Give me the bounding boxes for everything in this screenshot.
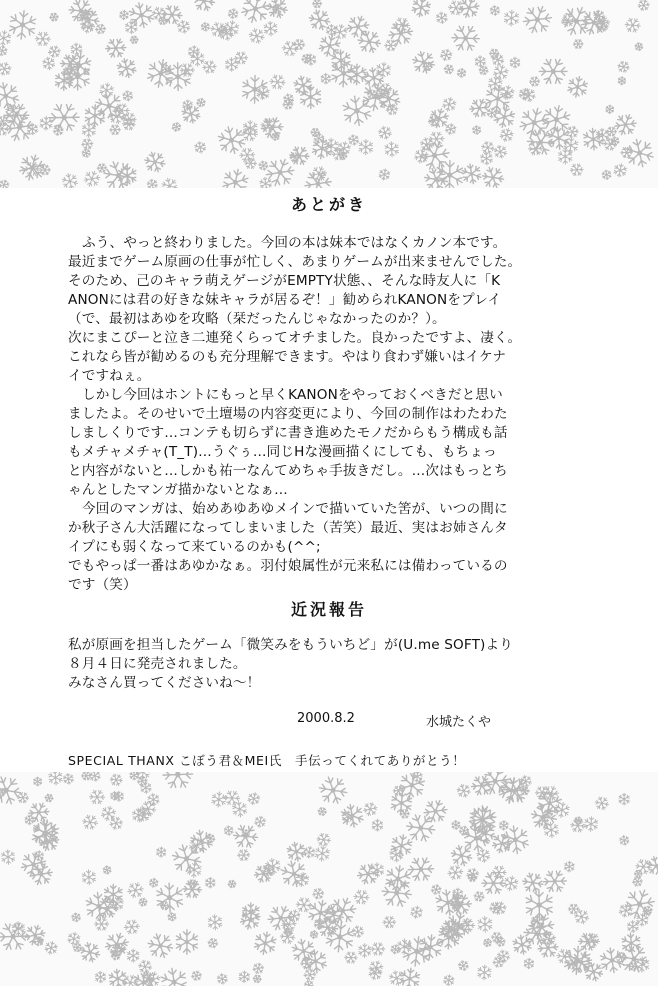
- snowflake-icon: [358, 944, 372, 958]
- snowflake-icon: [305, 5, 334, 34]
- snowflake-icon: [417, 934, 444, 961]
- snowflake-icon: [92, 914, 111, 933]
- news-title: 近況報告: [290, 600, 367, 619]
- snowflake-icon: [446, 863, 466, 883]
- snowflake-icon: [309, 930, 318, 939]
- snowflake-icon: [491, 63, 510, 82]
- snowflake-icon: [232, 49, 250, 67]
- snowflake-icon: [605, 105, 614, 114]
- snowflake-icon: [592, 794, 611, 813]
- snowflake-icon: [125, 880, 145, 900]
- snowflake-icon: [386, 967, 408, 986]
- snowflake-icon: [528, 75, 542, 89]
- snowflake-icon: [336, 800, 368, 832]
- snowflake-icon: [80, 772, 93, 782]
- news-body: [68, 636, 598, 693]
- snowflake-icon: [251, 962, 265, 976]
- snowflake-icon: [100, 881, 127, 909]
- snowflake-icon: [150, 878, 190, 918]
- snowflake-icon: [612, 163, 628, 179]
- snowflake-icon: [583, 816, 599, 832]
- snowflake-icon: [251, 973, 263, 985]
- snowflake-icon: [434, 10, 450, 26]
- snowflake-icon: [311, 886, 326, 901]
- snowflake-icon: [138, 780, 154, 796]
- snowflake-icon: [404, 852, 438, 886]
- snowflake-icon: [124, 947, 142, 965]
- snowflake-icon: [235, 847, 251, 863]
- snowflake-icon: [447, 19, 485, 57]
- snowflake-icon: [375, 62, 392, 79]
- snowflake-icon: [491, 142, 510, 161]
- snowflake-icon: [371, 819, 383, 831]
- snowflake-icon: [70, 911, 83, 924]
- snowflake-icon: [458, 160, 486, 188]
- snowflake-icon: [615, 59, 631, 75]
- snowflake-icon: [621, 885, 658, 923]
- snowflake-icon: [178, 60, 197, 79]
- snowflake-icon: [240, 117, 261, 138]
- snowflake-icon: [498, 772, 535, 809]
- snowflake-icon: [242, 155, 258, 171]
- text-line: 最近までゲーム原画の仕事が忙しく、あまりゲームが出来ませんでした。: [68, 254, 522, 270]
- snowflake-icon: [32, 28, 53, 49]
- snowflake-icon: [498, 127, 515, 144]
- snowflake-icon: [553, 801, 571, 819]
- snowflake-icon: [155, 963, 194, 986]
- text-line: 次にまこぴーと泣き二連発くらってオチました。良かったですよ、凄く。: [68, 330, 522, 346]
- snowflake-icon: [263, 0, 292, 22]
- snowflake-icon: [68, 41, 85, 58]
- snowflake-icon: [633, 41, 645, 53]
- snowflake-icon: [450, 819, 463, 832]
- snowflake-icon: [0, 60, 13, 77]
- snowflake-icon: [441, 96, 458, 113]
- snowflake-icon: [190, 969, 203, 982]
- snowflake-icon: [568, 815, 588, 835]
- snowflake-icon: [145, 177, 160, 188]
- text-line: そのため、己のキャラ萌えゲージがEMPTY状態、、そんな時友人に「K: [68, 273, 501, 289]
- snowflake-icon: [79, 867, 100, 888]
- snowflake-icon: [237, 145, 257, 165]
- snowflake-icon: [456, 958, 470, 972]
- snowflake-icon: [353, 26, 385, 58]
- signature-date: 2000.8.2: [297, 711, 355, 726]
- snowflake-icon: [156, 847, 167, 858]
- text-line: ふう、やっと終わりました。今回の本は妹本ではなくカノン本です。: [82, 235, 507, 251]
- snowflake-icon: [378, 168, 391, 181]
- snowflake-icon: [499, 820, 509, 830]
- snowflake-icon: [509, 931, 536, 958]
- snowflake-icon: [443, 974, 455, 986]
- snowflake-icon: [0, 29, 12, 46]
- snowflake-icon: [241, 75, 269, 103]
- snowflake-icon: [534, 52, 572, 90]
- text-line: でもやっぱ一番はあゆかなぁ。羽付娘属性が元来私には備わっているの: [68, 558, 508, 574]
- snowflake-icon: [488, 3, 502, 17]
- snowflake-icon: [108, 815, 124, 831]
- snowflake-icon: [410, 0, 433, 19]
- snowflake-icon: [573, 816, 583, 826]
- snowflake-icon: [140, 148, 169, 177]
- text-line: ましたよ。そのせいで土壇場の内容変更により、今回の制作はわたわた: [68, 406, 508, 422]
- snowflake-icon: [129, 34, 140, 45]
- text-line: これなら皆が勧めるのも充分理解できます。やはり食わず嫌いはイケナ: [68, 349, 507, 365]
- snowflake-icon: [519, 1, 556, 38]
- snowflake-icon: [206, 936, 220, 950]
- snowflake-icon: [267, 71, 288, 92]
- snowflake-icon: [477, 965, 493, 981]
- snowflake-icon: [342, 949, 359, 966]
- snowflake-icon: [568, 161, 585, 178]
- snowflake-icon: [600, 168, 613, 181]
- snowflake-icon: [564, 861, 576, 872]
- snowflake-icon: [95, 162, 108, 175]
- snowflake-icon: [43, 792, 55, 804]
- text-line: ANONには君の好きな妹キャラが居るぞ！」勧められKANONをプレイ: [68, 292, 502, 308]
- snowflake-icon: [16, 152, 48, 184]
- snowflake-icon: [238, 971, 250, 983]
- snowflake-icon: [31, 775, 43, 787]
- snowflake-icon: [0, 772, 26, 811]
- snowflake-icon: [318, 71, 333, 86]
- text-line: イプにも弱くなって来ているのかも(^^;: [68, 539, 321, 555]
- snowflake-icon: [101, 864, 113, 876]
- snowflake-icon: [456, 0, 482, 21]
- snowflake-icon: [336, 90, 378, 132]
- snowflake-icon: [102, 35, 129, 62]
- snowflake-icon: [82, 169, 103, 188]
- snowflake-icon: [87, 786, 108, 807]
- snowflake-icon: [200, 58, 218, 76]
- snowflake-icon: [617, 902, 634, 919]
- snowflake-icon: [246, 25, 268, 47]
- snowflake-icon: [108, 122, 123, 137]
- snowflake-icon: [286, 142, 313, 169]
- snowflake-icon: [474, 846, 493, 865]
- special-thanks: SPECIAL THANX こぼう君＆MEI氏 手伝ってくれてありがとう！: [68, 753, 466, 768]
- snowflake-icon: [23, 813, 36, 826]
- text-line: 今回のマンガは、始めあゆあゆメインで描いていた筈が、いつの間に: [82, 501, 508, 517]
- snowflake-icon: [313, 772, 352, 810]
- snowflake-icon: [398, 967, 422, 986]
- snowflake-icon: [61, 772, 76, 786]
- text-line: と内容がないと…しかも祐一なんてめちゃ手抜きだし。…次はもっとち: [68, 463, 508, 479]
- snowflake-icon: [93, 969, 109, 985]
- signature-author: 水城たくや: [426, 715, 492, 730]
- snowflake-icon: [158, 175, 180, 188]
- snowflake-icon: [157, 15, 169, 27]
- snowflake-icon: [457, 68, 467, 78]
- snowflake-icon: [575, 929, 601, 955]
- snowflake-icon: [555, 146, 576, 167]
- snowflake-icon: [227, 879, 237, 889]
- text-line: です（笑）: [68, 577, 137, 593]
- text-line: みなさん買ってくださいね～！: [68, 675, 261, 691]
- snowflake-icon: [314, 845, 331, 862]
- snowflake-icon: [478, 150, 496, 168]
- snowflake-icon: [381, 139, 402, 160]
- snowflake-icon: [182, 100, 193, 111]
- snowflake-icon: [238, 0, 272, 26]
- snowflake-icon: [474, 913, 496, 935]
- snowflake-icon: [109, 896, 125, 912]
- snowflake-border-bottom: [0, 772, 658, 986]
- snowflake-icon: [94, 22, 108, 36]
- afterword-title: あとがき: [290, 195, 367, 214]
- snowflake-icon: [635, 913, 649, 927]
- snowflake-icon: [311, 0, 324, 10]
- snowflake-icon: [45, 772, 66, 788]
- snowflake-icon: [566, 902, 581, 917]
- snowflake-icon: [171, 122, 182, 133]
- text-line: しましくりです…コンテも切らずに書き進めたモノだからもう構成も話: [68, 425, 508, 441]
- snowflake-icon: [253, 815, 266, 828]
- snowflake-border-top: [0, 0, 658, 188]
- snowflake-icon: [503, 10, 520, 27]
- snowflake-icon: [454, 781, 473, 800]
- text-line: ８月４日に発売されました。: [68, 656, 247, 672]
- snowflake-icon: [351, 886, 372, 907]
- snowflake-icon: [439, 48, 454, 63]
- snowflake-icon: [143, 928, 178, 963]
- snowflake-icon: [205, 877, 216, 888]
- snowflake-icon: [44, 97, 85, 138]
- snowflake-icon: [540, 819, 562, 841]
- snowflake-icon: [465, 802, 500, 837]
- snowflake-icon: [507, 55, 522, 70]
- snowflake-icon: [367, 965, 384, 982]
- snowflake-icon: [358, 139, 374, 155]
- snowflake-icon: [59, 170, 81, 188]
- snowflake-icon: [409, 905, 423, 919]
- snowflake-icon: [166, 911, 178, 923]
- snowflake-icon: [204, 912, 225, 933]
- snowflake-icon: [0, 847, 18, 867]
- snowflake-icon: [382, 37, 398, 53]
- snowflake-icon: [442, 62, 456, 76]
- snowflake-icon: [622, 15, 643, 36]
- snowflake-icon: [158, 772, 198, 795]
- snowflake-icon: [22, 923, 47, 948]
- snowflake-icon: [618, 76, 627, 85]
- snowflake-icon: [229, 798, 251, 820]
- snowflake-icon: [189, 0, 219, 16]
- snowflake-icon: [148, 878, 159, 889]
- snowflake-icon: [24, 121, 40, 137]
- snowflake-icon: [612, 111, 640, 139]
- snowflake-icon: [291, 37, 307, 53]
- snowflake-icon: [122, 18, 140, 36]
- snowflake-icon: [472, 54, 488, 70]
- snowflake-icon: [389, 833, 415, 859]
- text-line: ゃんとしたマンガ描かないとなぁ…: [68, 482, 288, 498]
- snowflake-icon: [120, 88, 135, 103]
- text-line: か秋子さん大活躍になってしまいました（苦笑）最近、実はお姉さんタ: [68, 520, 508, 536]
- snowflake-icon: [80, 136, 95, 151]
- snowflake-icon: [138, 897, 149, 908]
- snowflake-pattern-bottom: [0, 772, 658, 986]
- snowflake-icon: [199, 21, 211, 33]
- snowflake-icon: [375, 123, 394, 142]
- snowflake-icon: [122, 917, 142, 937]
- snowflake-icon: [303, 52, 319, 68]
- snowflake-icon: [467, 96, 492, 121]
- snowflake-icon: [276, 855, 313, 892]
- snowflake-icon: [79, 812, 100, 833]
- snowflake-icon: [0, 178, 11, 188]
- snowflake-icon: [210, 791, 227, 808]
- snowflake-icon: [499, 84, 516, 101]
- snowflake-icon: [368, 939, 387, 958]
- snowflake-icon: [490, 831, 514, 855]
- afterword-body: [68, 234, 598, 595]
- snowflake-icon: [381, 914, 398, 931]
- snowflake-icon: [170, 925, 203, 958]
- snowflake-icon: [119, 10, 129, 20]
- snowflake-icon: [220, 167, 251, 188]
- snowflake-icon: [400, 935, 433, 968]
- snowflake-icon: [108, 772, 125, 788]
- snowflake-icon: [316, 805, 328, 817]
- snowflake-icon: [227, 8, 239, 20]
- snowflake-icon: [7, 9, 38, 40]
- snowflake-icon: [472, 889, 487, 904]
- snowflake-icon: [314, 830, 333, 849]
- snowflake-icon: [40, 54, 58, 72]
- snowflake-icon: [192, 139, 208, 155]
- snowflake-icon: [283, 838, 310, 865]
- snowflake-icon: [113, 54, 140, 81]
- snowflake-icon: [246, 791, 261, 806]
- snowflake-icon: [76, 938, 104, 966]
- snowflake-icon: [447, 841, 477, 871]
- snowflake-icon: [483, 938, 493, 948]
- snowflake-icon: [502, 875, 520, 893]
- snowflake-icon: [408, 46, 440, 78]
- snowflake-icon: [478, 162, 508, 188]
- text-line: （で、最初はあゆを攻略（栞だったんじゃなかったのか？）。: [68, 311, 446, 327]
- snowflake-icon: [618, 793, 630, 805]
- snowflake-icon: [252, 930, 278, 956]
- snowflake-icon: [566, 75, 590, 99]
- snowflake-icon: [523, 958, 534, 969]
- snowflake-icon: [471, 124, 483, 136]
- snowflake-icon: [43, 940, 59, 956]
- snowflake-icon: [643, 852, 658, 879]
- text-line: イですねぇ。: [68, 368, 151, 384]
- snowflake-icon: [48, 11, 60, 22]
- snowflake-icon: [617, 833, 631, 847]
- snowflake-icon: [571, 37, 584, 50]
- snowflake-icon: [195, 97, 206, 108]
- snowflake-icon: [362, 801, 379, 818]
- snowflake-icon: [580, 959, 606, 985]
- snowflake-icon: [636, 0, 651, 13]
- snowflake-icon: [100, 805, 118, 823]
- text-line: もメチャメチャ(T_T)…うぐぅ…同じHな漫画描くにしても、もちょっ: [68, 444, 497, 460]
- snowflake-icon: [430, 883, 443, 896]
- snowflake-icon: [47, 44, 63, 60]
- snowflake-pattern-top: [0, 0, 658, 188]
- snowflake-icon: [215, 971, 230, 986]
- text-line: 私が原画を担当したゲーム「微笑みをもういちど」が(U.me SOFT)より: [68, 637, 514, 653]
- snowflake-icon: [0, 45, 8, 57]
- text-line: しかし今回はホントにもっと早くKANONをやっておくべきだと思い: [82, 387, 503, 403]
